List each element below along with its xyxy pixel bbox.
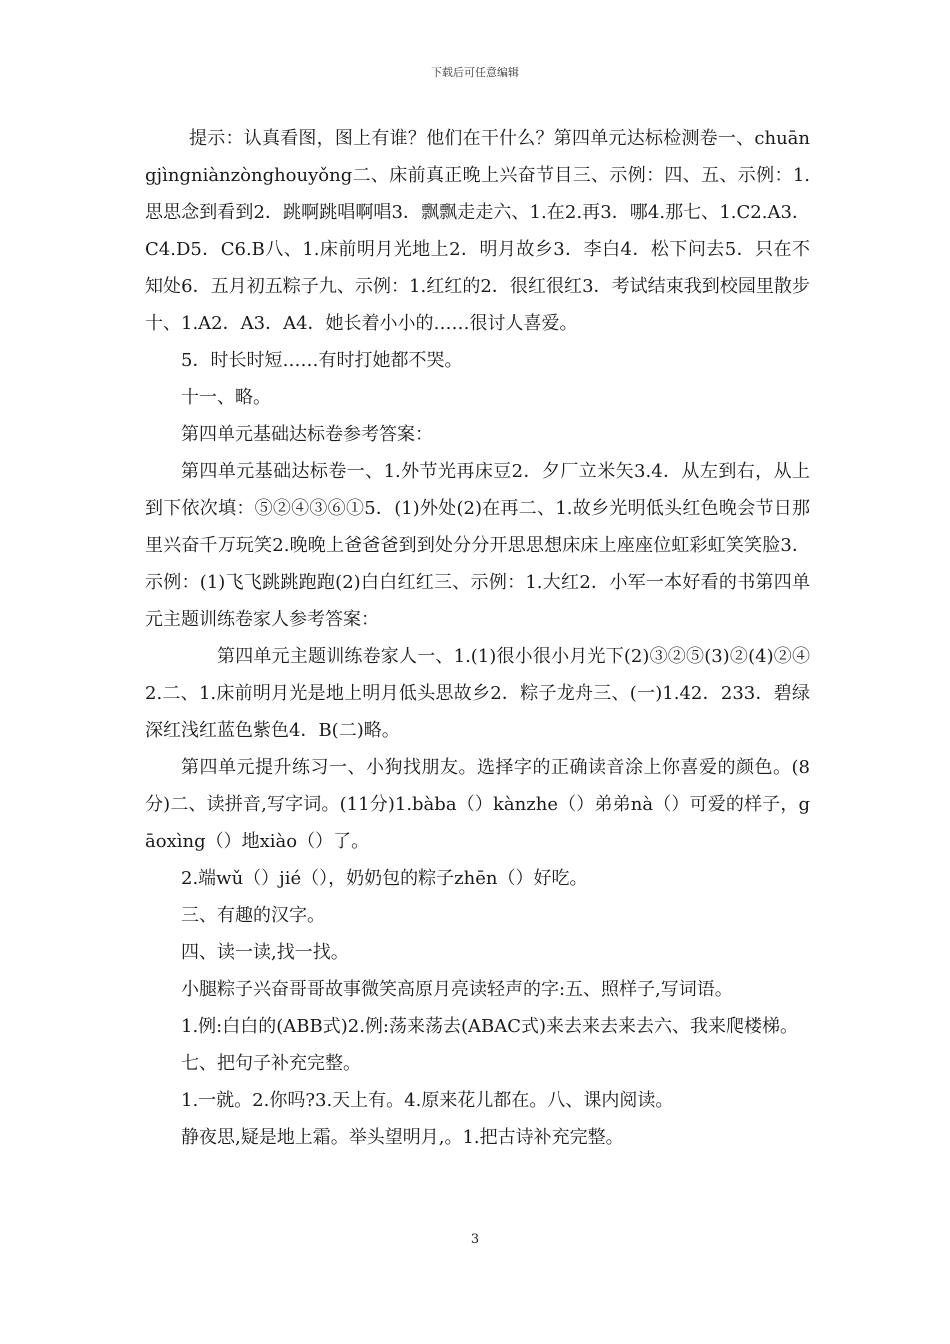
paragraph-section-3: 三、有趣的汉字。	[181, 905, 325, 926]
document-body	[145, 120, 810, 1156]
page-header: 下载后可任意编辑	[431, 66, 519, 79]
paragraph-word-list: 小腿粽子兴奋哥哥故事微笑高原月亮读轻声的字:五、照样子,写词语。	[181, 979, 733, 1000]
paragraph-section-7: 七、把句子补充完整。	[181, 1053, 361, 1074]
paragraph-sentences: 1.一就。2.你吗?3.天上有。4.原来花儿都在。八、课内阅读。	[181, 1090, 674, 1111]
page-number: 3	[470, 1232, 480, 1247]
paragraph-section-4: 四、读一读,找一找。	[181, 942, 349, 963]
paragraph-answer-11: 十一、略。	[181, 387, 271, 408]
paragraph-examples: 1.例:白白的(ABB式)2.例:荡来荡去(ABAC式)来去来去来去六、我来爬楼梯。	[181, 1016, 799, 1037]
paragraph-answer-5: 5．时长时短……有时打她都不哭。	[181, 350, 463, 371]
paragraph-practice-intro: 第四单元提升练习一、小狗找朋友。选择字的正确读音涂上你喜爱的颜色。(8分)二、读拼音,写字词。(11分)1.bàba（）kànzhe（）弟弟nà（）可爱的样子，gāoxìng（）地xiào（）了。	[145, 757, 810, 852]
paragraph-poem: 静夜思,疑是地上霜。举头望明月,。1.把古诗补充完整。	[181, 1127, 624, 1148]
paragraph-hint-answers: 提示：认真看图，图上有谁？他们在干什么？第四单元达标检测卷一、chuāngjìngniànzònghouyǒng二、床前真正晚上兴奋节目三、示例：四、五、示例：1.思思念到看到2．跳啊跳唱啊唱3．飘飘走走六、1.在2.再3．哪4.那七、1.C2.A3．C4.D5．C6.B八、1.床前明月光地上2．明月故乡3．李白4．松下问去5．只在不知处6．五月初五粽子九、示例：1.红红的2．很红很红3．考试结束我到校园里散步十、1.A2．A3．A4．她长着小小的……很讨人喜爱。	[145, 128, 810, 334]
paragraph-basic-answers: 第四单元基础达标卷一、1.外节光再床豆2．夕厂立米矢3.4．从左到右，从上到下依次填：⑤②④③⑥①5．(1)外处(2)在再二、1.故乡光明低头红色晚会节日那里兴奋千万玩笑2.晚晚上爸爸爸到到处分分开思思想床床上座座位虹彩虹笑笑脸3．示例：(1)飞飞跳跳跑跑(2)白白红红三、示例：1.大红2．小军一本好看的书第四单元主题训练卷家人参考答案：	[145, 461, 810, 630]
paragraph-theme-answers: 第四单元主题训练卷家人一、1.(1)很小很小月光下(2)③②⑤(3)②(4)②④2.二、1.床前明月光是地上明月低头思故乡2．粽子龙舟三、(一)1.42．233．碧绿深红浅红蓝色紫色4．B(二)略。	[145, 646, 810, 741]
paragraph-basic-title: 第四单元基础达标卷参考答案：	[181, 424, 433, 445]
paragraph-practice-2: 2.端wǔ（）jié（），奶奶包的粽子zhēn（）好吃。	[181, 868, 588, 889]
